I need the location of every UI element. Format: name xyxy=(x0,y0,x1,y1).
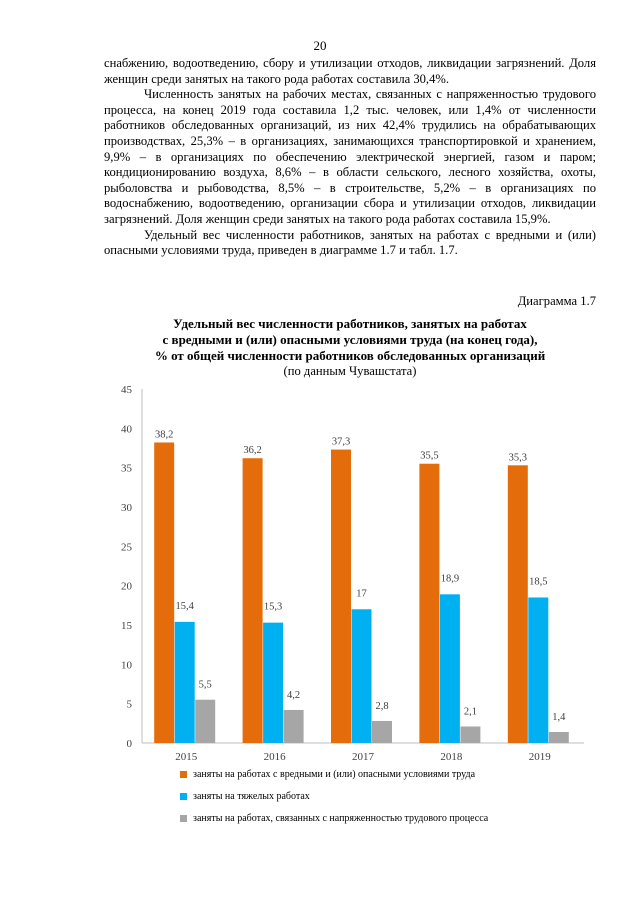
bar xyxy=(419,464,439,743)
x-tick-label: 2017 xyxy=(352,751,374,763)
chart-title xyxy=(104,316,596,364)
bar xyxy=(460,726,480,743)
page-number: 20 xyxy=(313,38,327,53)
chart-title-line: с вредными и (или) опасными условиями труда (на конец года), xyxy=(162,332,538,347)
x-tick-label: 2016 xyxy=(263,751,286,763)
data-label: 37,3 xyxy=(331,436,351,448)
data-label: 15,3 xyxy=(263,601,283,613)
bar xyxy=(372,721,392,743)
bar xyxy=(175,622,195,743)
legend-swatch xyxy=(180,793,187,800)
data-label: 18,9 xyxy=(440,573,460,585)
body-text xyxy=(104,56,596,259)
legend-label: заняты на работах, связанных с напряженностью трудового процесса xyxy=(193,813,489,824)
bar xyxy=(195,700,215,743)
data-label: 36,2 xyxy=(243,445,262,457)
x-tick-label: 2015 xyxy=(175,751,198,763)
bar xyxy=(154,442,174,743)
y-tick-label: 10 xyxy=(121,659,132,672)
data-label: 4,2 xyxy=(287,689,301,701)
x-tick-label: 2018 xyxy=(440,751,463,763)
data-label: 35,3 xyxy=(508,452,527,464)
legend-item xyxy=(180,813,488,824)
bar xyxy=(549,732,569,743)
paragraph: снабжению, водоотведению, сбору и утилизации отходов, ликвидации загрязнений. Доля женщин среди занятых на такого рода работах составила 30,4%. xyxy=(104,56,596,86)
paragraph: Численность занятых на рабочих местах, связанных с напряженностью трудового процесса, на конец 2019 года составила 1,2 тыс. человек, или 1,4% от численности работников обследованных организаций, из них 42,4% трудились на обрабатывающих производствах, 25,3% – в организациях, занимающихся транспортировкой и хранением, 9,9% – в организациях по обеспечению электрической энергией, газом и паром; кондиционированию воздуха, 8,6% – в области сельского, лесного хозяйства, охоты, рыболовства и рыбоводства, 8,5% – в строительстве, 5,2% – в организациях по водоснабжению, водоотведению, организации сбора и утилизации отходов, ликвидации загрязнений. Доля женщин среди занятых на такого рода работах составила 15,9%. xyxy=(104,87,596,226)
data-label: 2,1 xyxy=(463,706,477,718)
data-label: 2,8 xyxy=(375,700,389,712)
x-tick-label: 2019 xyxy=(528,751,551,763)
y-tick-label: 30 xyxy=(121,502,132,514)
y-tick-label: 25 xyxy=(121,541,132,554)
bar xyxy=(440,594,460,743)
bar xyxy=(331,450,351,743)
y-tick-label: 15 xyxy=(121,620,132,632)
chart-title-line: % от общей численности работников обследованных организаций xyxy=(154,348,546,363)
chart-subtitle: (по данным Чувашстата) xyxy=(283,364,417,378)
y-tick-label: 0 xyxy=(126,738,132,750)
bar-chart xyxy=(100,380,600,764)
paragraph: Удельный вес численности работников, занятых на работах с вредными и (или) опасными условиями труда, приведен в диаграмме 1.7 и табл. 1.7. xyxy=(104,227,596,258)
data-label: 15,4 xyxy=(175,600,194,612)
data-label: 18,5 xyxy=(529,576,548,588)
bar xyxy=(284,710,304,743)
data-label: 1,4 xyxy=(552,711,566,723)
data-label: 38,2 xyxy=(155,429,174,441)
chart-title-line: Удельный вес численности работников, занятых на работах xyxy=(173,316,527,331)
legend-item xyxy=(180,791,310,802)
y-tick-label: 40 xyxy=(121,423,132,436)
bar xyxy=(508,465,528,743)
data-label: 5,5 xyxy=(198,679,212,691)
legend-label: заняты на тяжелых работах xyxy=(193,791,310,802)
data-label: 17 xyxy=(356,588,367,600)
y-tick-label: 35 xyxy=(121,462,132,475)
diagram-label: Диаграмма 1.7 xyxy=(517,294,596,308)
bar xyxy=(243,458,263,743)
bar xyxy=(263,623,283,743)
y-tick-label: 5 xyxy=(126,698,132,711)
y-tick-label: 45 xyxy=(121,384,132,396)
legend-item xyxy=(180,769,475,780)
data-label: 35,5 xyxy=(420,450,439,462)
legend-swatch xyxy=(180,815,187,822)
y-tick-label: 20 xyxy=(121,580,132,593)
bar xyxy=(352,609,372,743)
legend-swatch xyxy=(180,771,187,778)
legend-label: заняты на работах с вредными и (или) опасными условиями труда xyxy=(193,769,476,780)
bar xyxy=(528,597,548,743)
